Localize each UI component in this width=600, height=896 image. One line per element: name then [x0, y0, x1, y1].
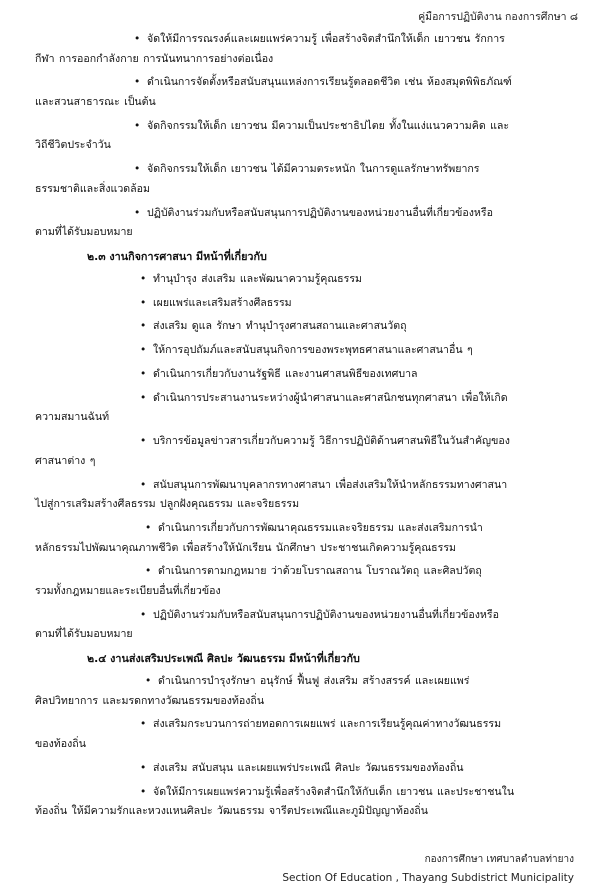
bullet-continuation: รวมทั้งกฎหมายและระเบียบอื่นที่เกี่ยวข้อง: [35, 584, 221, 597]
bullet-text: ปฏิบัติงานร่วมกับหรือสนับสนุนการปฏิบัติงานของหน่วยงานอื่นที่เกี่ยวข้องหรือ: [153, 608, 499, 621]
bullet-icon: •: [140, 320, 147, 333]
bullet-item: [35, 365, 563, 385]
bullet-item: [35, 73, 563, 112]
bullet-item: [35, 783, 563, 822]
bullet-text: ส่งเสริมกระบวนการถ่ายทอดการเผยแพร่ และการเรียนรู้คุณค่าทางวัฒนธรรม: [153, 718, 502, 731]
bullet-icon: •: [140, 344, 147, 357]
bullet-icon: •: [145, 565, 152, 578]
bullet-icon: •: [134, 206, 141, 219]
bullet-text: ให้การอุปถัมภ์และสนับสนุนกิจการของพระพุทธศาสนาและศาสนาอื่น ๆ: [153, 344, 473, 357]
bullet-item: [35, 759, 563, 779]
bullet-continuation: ธรรมชาติและสิ่งแวดล้อม: [35, 182, 150, 195]
bullet-item: [35, 476, 563, 515]
bullet-continuation: ของท้องถิ่น: [35, 738, 86, 750]
bullet-text: ดำเนินการเกี่ยวกับการพัฒนาคุณธรรมและจริยธรรม และส่งเสริมการนำ: [158, 521, 483, 534]
bullet-icon: •: [134, 119, 141, 132]
bullet-text: ดำเนินการบำรุงรักษา อนุรักษ์ ฟื้นฟู ส่งเสริม สร้างสรรค์ และเผยแพร่: [158, 675, 470, 688]
bullet-text: ทำนุบำรุง ส่งเสริม และพัฒนาความรู้คุณธรรม: [153, 272, 362, 285]
bullet-text: จัดให้มีการเผยแพร่ความรู้เพื่อสร้างจิตสำนึกให้กับเด็ก เยาวชน และประชาชนใน: [153, 785, 515, 798]
bullet-item: [35, 672, 563, 711]
bullet-text: จัดกิจกรรมให้เด็ก เยาวชน มีความเป็นประชาธิปไตย ทั้งในแง่แนวความคิด และ: [147, 119, 510, 132]
bullet-icon: •: [145, 521, 152, 534]
bullet-continuation: ศิลปวิทยาการ และมรดกทางวัฒนธรรมของท้องถิ่น: [35, 694, 265, 707]
bullet-icon: •: [140, 272, 147, 285]
bullet-item: [35, 204, 563, 243]
section-heading: ๒.๓ งานกิจการศาสนา มีหน้าที่เกี่ยวกับ: [87, 249, 267, 263]
bullet-icon: •: [140, 391, 147, 404]
bullet-text: ส่งเสริม สนับสนุน และเผยแพร่ประเพณี ศิลปะ วัฒนธรรมของท้องถิ่น: [153, 761, 464, 774]
bullet-icon: •: [140, 761, 147, 774]
bullet-icon: •: [134, 163, 141, 176]
bullet-icon: •: [140, 435, 147, 448]
bullet-item: [35, 389, 563, 428]
bullet-continuation: ไปสู่การเสริมสร้างศีลธรรม ปลูกฝังคุณธรรม และจริยธรรม: [35, 498, 300, 511]
bullet-continuation: ตามที่ได้รับมอบหมาย: [35, 628, 133, 641]
bullet-text: ส่งเสริม ดูแล รักษา ทำนุบำรุงศาสนสถานและศาสนวัตถุ: [153, 320, 407, 333]
bullet-item: [35, 117, 563, 156]
bullet-text: ดำเนินการจัดตั้งหรือสนับสนุนแหล่งการเรียนรู้ตลอดชีวิต เช่น ห้องสมุดพิพิธภัณฑ์: [147, 76, 512, 89]
bullet-text: จัดกิจกรรมให้เด็ก เยาวชน ได้มีความตระหนัก ในการดูแลรักษาทรัพยากร: [147, 163, 480, 176]
bullet-text: ปฏิบัติงานร่วมกับหรือสนับสนุนการปฏิบัติงานของหน่วยงานอื่นที่เกี่ยวข้องหรือ: [147, 206, 493, 219]
bullet-icon: •: [145, 675, 152, 688]
bullet-continuation: ความสมานฉันท์: [35, 411, 110, 424]
bullet-icon: •: [134, 76, 141, 89]
bullet-text: จัดให้มีการรณรงค์และเผยแพร่ความรู้ เพื่อสร้างจิตสำนึกให้เด็ก เยาวชน รักการ: [147, 33, 505, 45]
bullet-text: เผยแพร่และเสริมสร้างศีลธรรม: [153, 296, 292, 309]
footer-department-english: Section Of Education , Thayang Subdistrict Municipality: [282, 872, 574, 884]
bullet-item: [35, 715, 563, 754]
bullet-text: ดำเนินการประสานงานระหว่างผู้นำศาสนาและศาสนิกชนทุกศาสนา เพื่อให้เกิด: [153, 391, 508, 404]
bullet-icon: •: [140, 478, 147, 491]
bullet-item: [35, 341, 563, 361]
bullet-item: [35, 317, 563, 337]
bullet-continuation: และสวนสาธารณะ เป็นต้น: [35, 95, 156, 108]
bullet-text: ดำเนินการเกี่ยวกับงานรัฐพิธี และงานศาสนพิธีของเทศบาล: [153, 368, 418, 380]
footer-department-thai: กองการศึกษา เทศบาลตำบลท่ายาง: [424, 854, 574, 865]
bullet-continuation: ศาสนาต่าง ๆ: [35, 454, 96, 467]
bullet-continuation: กีฬา การออกกำลังกาย การนันทนาการอย่างต่อเนื่อง: [35, 52, 274, 65]
bullet-icon: •: [140, 368, 147, 380]
bullet-item: [35, 432, 563, 471]
bullet-item: [35, 270, 563, 290]
bullet-continuation: วิถีชีวิตประจำวัน: [35, 139, 111, 152]
bullet-icon: •: [134, 33, 141, 45]
bullet-icon: •: [140, 785, 147, 798]
bullet-continuation: ตามที่ได้รับมอบหมาย: [35, 226, 133, 239]
bullet-item: [35, 519, 563, 558]
bullet-text: บริการข้อมูลข่าวสารเกี่ยวกับความรู้ วิธีการปฏิบัติด้านศาสนพิธีในวันสำคัญของ: [153, 435, 510, 448]
bullet-item: [35, 294, 563, 314]
bullet-text: สนับสนุนการพัฒนาบุคลากรทางศาสนา เพื่อส่งเสริมให้นำหลักธรรมทางศาสนา: [153, 478, 508, 491]
bullet-continuation: หลักธรรมไปพัฒนาคุณภาพชีวิต เพื่อสร้างให้นักเรียน นักศึกษา ประชาชนเกิดความรู้คุณธรรม: [35, 541, 456, 554]
bullet-item: [35, 562, 563, 601]
bullet-item: [35, 30, 563, 69]
bullet-item: [35, 606, 563, 645]
section-heading: ๒.๔ งานส่งเสริมประเพณี ศิลปะ วัฒนธรรม มีหน้าที่เกี่ยวกับ: [87, 652, 360, 666]
bullet-icon: •: [140, 296, 147, 309]
bullet-icon: •: [140, 718, 147, 731]
page-header: คู่มือการปฏิบัติงาน กองการศึกษา ๘: [418, 11, 578, 23]
bullet-item: [35, 160, 563, 199]
document-body: [35, 30, 563, 826]
bullet-icon: •: [140, 608, 147, 621]
bullet-continuation: ท้องถิ่น ให้มีความรักและหวงแหนศิลปะ วัฒนธรรม จารีตประเพณีและภูมิปัญญาท้องถิ่น: [35, 805, 429, 818]
bullet-text: ดำเนินการตามกฎหมาย ว่าด้วยโบราณสถาน โบราณวัตถุ และศิลปวัตถุ: [158, 565, 482, 578]
